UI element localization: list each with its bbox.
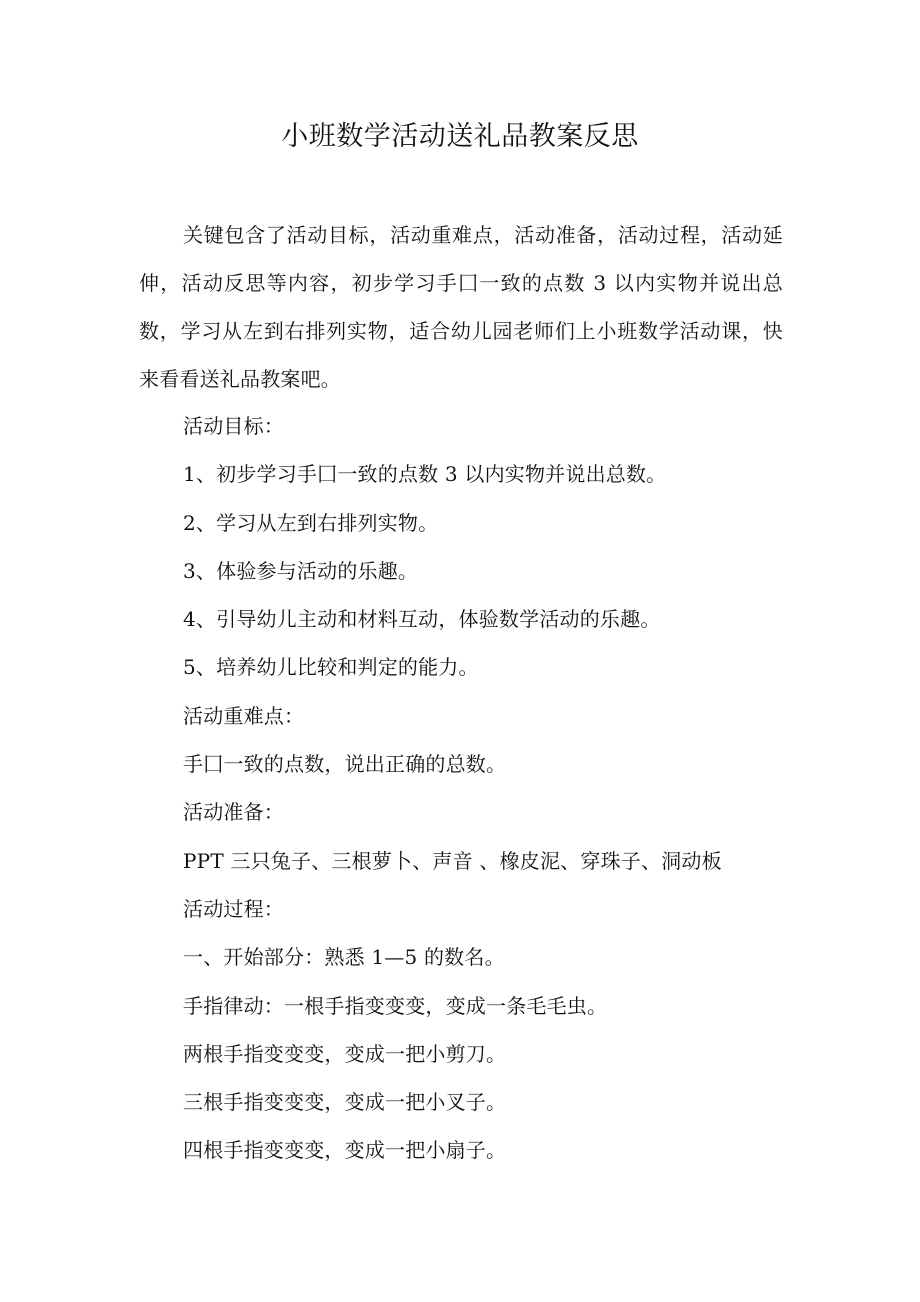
section-heading-preparation: 活动准备： <box>183 800 284 825</box>
goal-item-3: 3、体验参与活动的乐趣。 <box>183 558 419 583</box>
content-lines <box>183 402 803 1175</box>
finger-rhyme-line-3: 三根手指变变变，变成一把小叉子。 <box>183 1090 507 1115</box>
goal-item-4: 4、引导幼儿主动和材料互动，体验数学活动的乐趣。 <box>183 607 661 632</box>
goal-item-2: 2、学习从左到右排列实物。 <box>183 510 439 535</box>
goal-item-1: 1、初步学习手囗一致的点数 3 以内实物并说出总数。 <box>183 462 667 487</box>
section-heading-process: 活动过程： <box>183 896 284 921</box>
section-heading-goals: 活动目标： <box>183 414 284 438</box>
section-heading-key-points: 活动重难点： <box>183 703 305 728</box>
goal-item-5: 5、培养幼儿比较和判定的能力。 <box>183 655 479 680</box>
finger-rhyme-line-4: 四根手指变变变，变成一把小扇子。 <box>183 1138 507 1163</box>
preparation-text: PPT 三只兔子、三根萝卜、声音 、橡皮泥、穿珠子、洞动板 <box>183 848 722 873</box>
document-title: 小班数学活动送礼品教案反思 <box>281 121 639 152</box>
finger-rhyme-line-2: 两根手指变变变，变成一把小剪刀。 <box>183 1041 507 1066</box>
finger-rhyme-line-1: 手指律动：一根手指变变变，变成一条毛毛虫。 <box>183 993 608 1018</box>
key-points-text: 手囗一致的点数，说出正确的总数。 <box>183 752 507 777</box>
process-step-1: 一、开始部分：熟悉 1—5 的数名。 <box>183 945 505 970</box>
intro-paragraph: 关键包含了活动目标，活动重难点，活动准备，活动过程，活动延伸，活动反思等内容，初步学习手囗一致的点数 3 以内实物并说出总数，学习从左到右排列实物，适合幼儿园老师们上小班数学活动课，快来看看送礼品教案吧。 <box>139 223 783 391</box>
